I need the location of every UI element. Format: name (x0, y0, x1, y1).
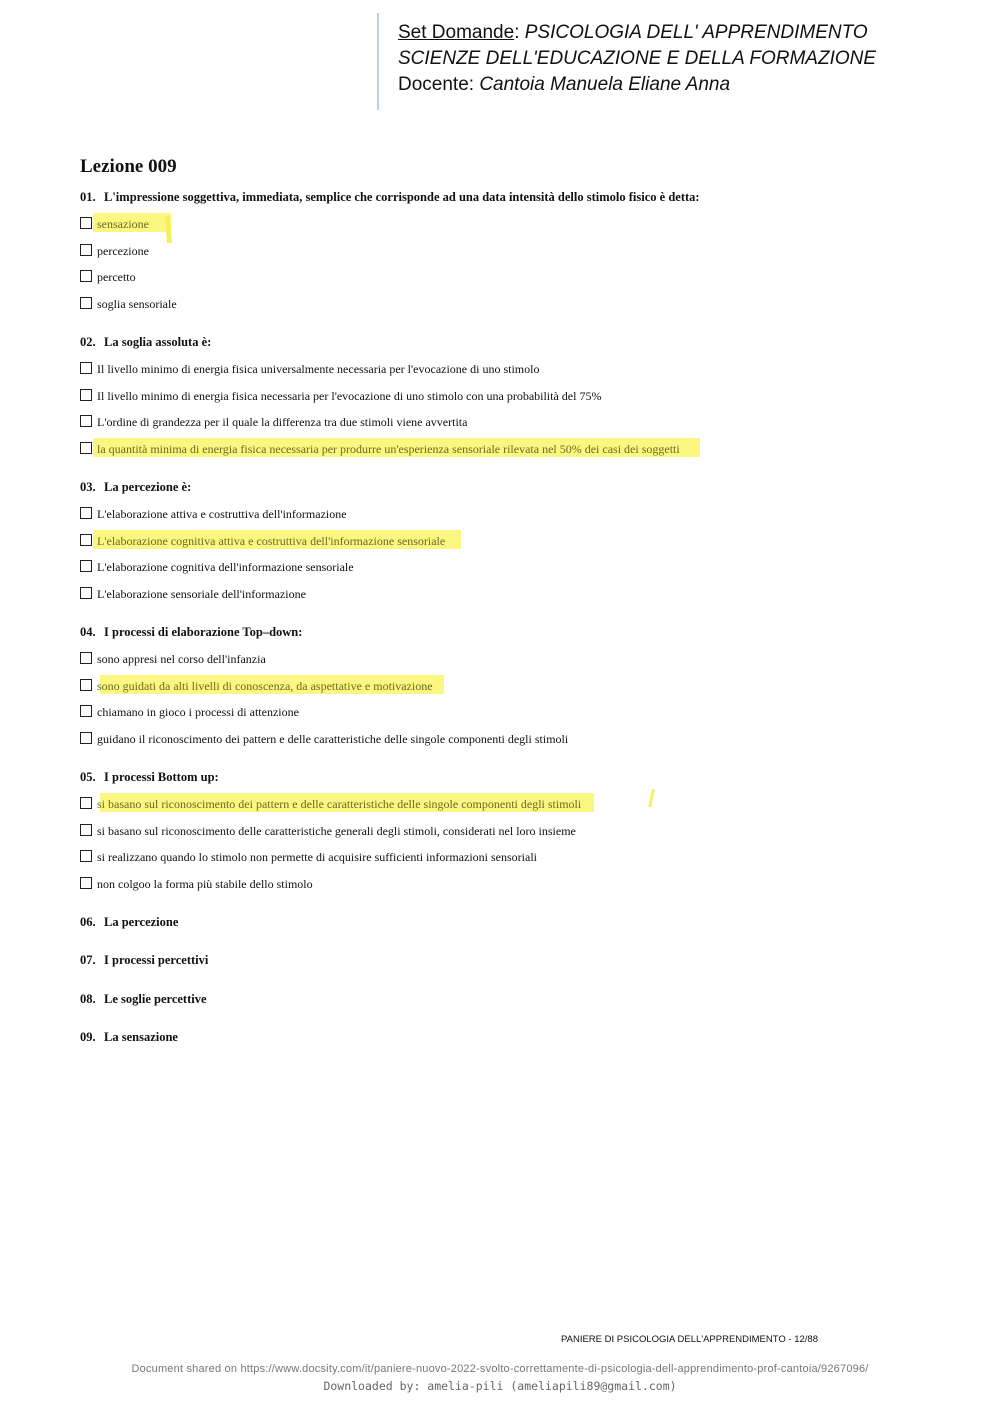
answer-checkbox[interactable] (80, 560, 92, 572)
course-line (398, 46, 876, 72)
teacher-line (398, 72, 876, 98)
page-footer: PANIERE DI PSICOLOGIA DELL'APPRENDIMENTO - 12/88 (561, 1334, 818, 1345)
question-number: 03. (80, 480, 96, 494)
answer-checkbox[interactable] (80, 442, 92, 454)
answer-label: si basano sul riconoscimento dei pattern e delle caratteristiche delle singole componenti degli stimoli (97, 797, 582, 811)
open-question-title (80, 915, 178, 930)
teacher-name: Cantoia Manuela Eliane Anna (479, 74, 731, 95)
open-question-title (80, 1030, 178, 1045)
set-label: Set Domande (398, 22, 515, 43)
answer-label: si realizzano quando lo stimolo non permette di acquisire sufficienti informazioni sensoriali (97, 850, 537, 865)
set-title: PSICOLOGIA DELL' APPRENDIMENTO (524, 22, 868, 43)
answer-checkbox[interactable] (80, 732, 92, 744)
answer-checkbox[interactable] (80, 270, 92, 282)
answer-label: percetto (97, 270, 136, 285)
answer-label: soglia sensoriale (97, 297, 177, 312)
question-number: 06. (80, 915, 96, 929)
question-number: 07. (80, 953, 96, 967)
answer-checkbox[interactable] (80, 587, 92, 599)
question-text: I processi Bottom up: (104, 770, 219, 784)
set-line (398, 20, 876, 46)
answer-checkbox[interactable] (80, 850, 92, 862)
answer-label: sensazione (97, 217, 149, 231)
answer-checkbox[interactable] (80, 244, 92, 256)
question-title (80, 190, 700, 205)
download-notice: Downloaded by: amelia-pili (ameliapili89@gmail.com) (323, 1379, 677, 1393)
question-text: I processi di elaborazione Top–down: (104, 625, 303, 639)
answer-checkbox[interactable] (80, 507, 92, 519)
answer-checkbox[interactable] (80, 297, 92, 309)
question-number: 01. (80, 190, 96, 204)
question-number: 09. (80, 1030, 96, 1044)
answer-label: Il livello minimo di energia fisica necessaria per l'evocazione di uno stimolo con una probabilità del 75% (97, 388, 602, 403)
answer-checkbox[interactable] (80, 217, 92, 229)
question-text: L'impressione soggettiva, immediata, semplice che corrisponde ad una data intensità dello stimolo fisico è detta: (104, 190, 700, 204)
answer-label: si basano sul riconoscimento delle caratteristiche generali degli stimoli, considerati nel loro insieme (97, 823, 576, 838)
answer-label: Il livello minimo di energia fisica universalmente necessaria per l'evocazione di uno stimolo (97, 362, 540, 376)
document-header (377, 13, 939, 110)
question-text: I processi percettivi (104, 953, 209, 967)
question-text: Le soglie percettive (104, 992, 207, 1006)
answer-label: la quantità minima di energia fisica necessaria per produrre un'esperienza sensoriale rilevata nel 50% dei casi dei soggetti (97, 442, 680, 457)
answer-checkbox[interactable] (80, 415, 92, 427)
question-number: 02. (80, 335, 96, 349)
question-title (80, 480, 191, 495)
answer-checkbox[interactable] (80, 797, 92, 809)
answer-label: L'elaborazione attiva e costruttiva dell'informazione (97, 507, 347, 521)
open-question-title (80, 953, 208, 968)
question-title (80, 770, 219, 785)
question-number: 08. (80, 992, 96, 1006)
highlight-stroke-mark (648, 789, 655, 807)
answer-label: non colgoo la forma più stabile dello stimolo (97, 877, 313, 892)
answer-label: L'elaborazione sensoriale dell'informazione (97, 587, 306, 602)
answer-label: guidano il riconoscimento dei pattern e delle caratteristiche delle singole componenti degli stimoli (97, 732, 569, 747)
teacher-label: Docente: (398, 74, 480, 95)
question-title (80, 625, 302, 640)
answer-label: chiamano in gioco i processi di attenzione (97, 705, 299, 720)
answer-checkbox[interactable] (80, 389, 92, 401)
question-text: La percezione è: (104, 480, 192, 494)
question-text: La soglia assoluta è: (104, 335, 212, 349)
answer-label: sono guidati da alti livelli di conoscenza, da aspettative e motivazione (97, 678, 433, 693)
open-question-title (80, 992, 207, 1007)
shared-notice: Document shared on https://www.docsity.com/it/paniere-nuovo-2022-svolto-correttamente-di-psicologia-dell-apprendimento-prof-cantoia/9267096/ (131, 1363, 869, 1375)
question-text: La sensazione (104, 1030, 178, 1044)
course-name: SCIENZE DELL'EDUCAZIONE E DELLA FORMAZIONE (398, 48, 877, 69)
question-text: La percezione (104, 915, 179, 929)
question-title (80, 335, 211, 350)
answer-checkbox[interactable] (80, 362, 92, 374)
answer-checkbox[interactable] (80, 705, 92, 717)
answer-checkbox[interactable] (80, 679, 92, 691)
answer-label: L'elaborazione cognitiva dell'informazione sensoriale (97, 560, 354, 575)
answer-checkbox[interactable] (80, 652, 92, 664)
answer-checkbox[interactable] (80, 534, 92, 546)
answer-label: percezione (97, 243, 149, 258)
answer-label: L'ordine di grandezza per il quale la differenza tra due stimoli viene avvertita (97, 415, 468, 430)
question-number: 04. (80, 625, 96, 639)
question-number: 05. (80, 770, 96, 784)
answer-label: L'elaborazione cognitiva attiva e costruttiva dell'informazione sensoriale (97, 533, 446, 548)
set-separator: : (514, 22, 525, 43)
lesson-title: Lezione 009 (80, 156, 177, 177)
answer-label: sono appresi nel corso dell'infanzia (97, 652, 266, 666)
answer-checkbox[interactable] (80, 877, 92, 889)
answer-checkbox[interactable] (80, 824, 92, 836)
